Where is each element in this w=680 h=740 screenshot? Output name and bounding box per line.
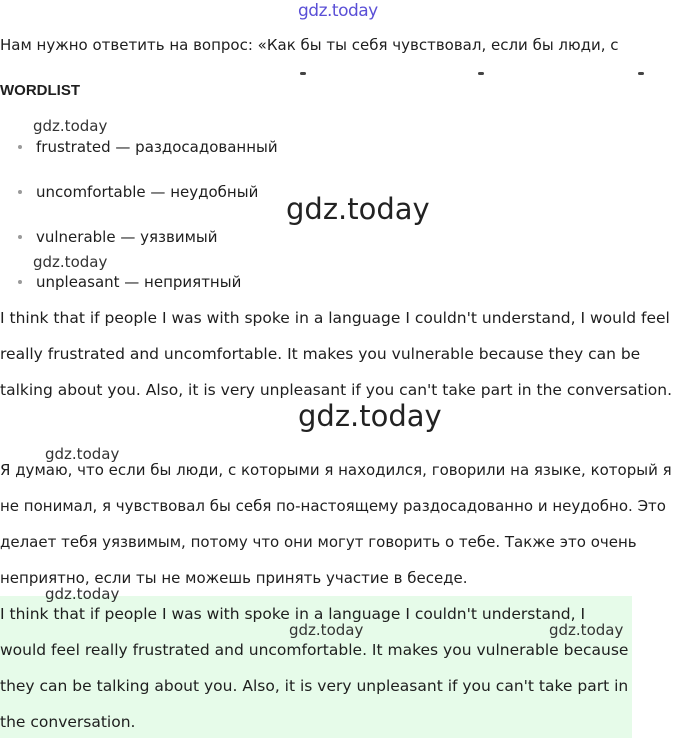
question-text: Нам нужно ответить на вопрос: «Как бы ты себя чувствовал, если бы люди, с — [0, 36, 619, 54]
answer-russian: Я думаю, что если бы люди, с которыми я находился, говорили на языке, который я не понимал, я чувствовал бы себя по-настоящему раздосадованно и неудобно. Это делает тебя уязвимым, потому что они могут говорить о тебе. Также это очень неприятно, если ты не можешь принять участие в беседе. — [0, 461, 672, 587]
watermark: gdz.today — [549, 621, 624, 639]
watermark: gdz.today — [33, 117, 108, 135]
answer-english-highlight: I think that if people I was with spoke in a language I couldn't understand, I would feel really frustrated and uncomfortable. It makes you vulnerable because they can be talking about you. Also, it is very unpleasant if you can't take part in the conversation. — [0, 605, 629, 731]
wordlist-title: WORDLIST — [0, 82, 80, 99]
watermark: gdz.today — [45, 585, 120, 603]
wordlist-item: frustrated — раздосадованный — [0, 136, 278, 181]
wordlist-item: vulnerable — уязвимый — [0, 226, 278, 271]
wordlist — [0, 136, 278, 316]
clipped-text-line — [0, 62, 660, 76]
watermark: gdz.today — [286, 192, 430, 226]
watermark: gdz.today — [289, 621, 364, 639]
watermark: gdz.today — [45, 445, 120, 463]
watermark: gdz.today — [298, 399, 442, 433]
wordlist-item: unpleasant — неприятный — [0, 271, 278, 316]
watermark-top: gdz.today — [298, 1, 378, 21]
answer-english: I think that if people I was with spoke in a language I couldn't understand, I would feel really frustrated and uncomfortable. It makes you vulnerable because they can be talking about you. Also, it is very unpleasant if you can't take part in the conversation. — [0, 309, 672, 399]
wordlist-item: uncomfortable — неудобный — [0, 181, 278, 226]
watermark: gdz.today — [33, 253, 108, 271]
